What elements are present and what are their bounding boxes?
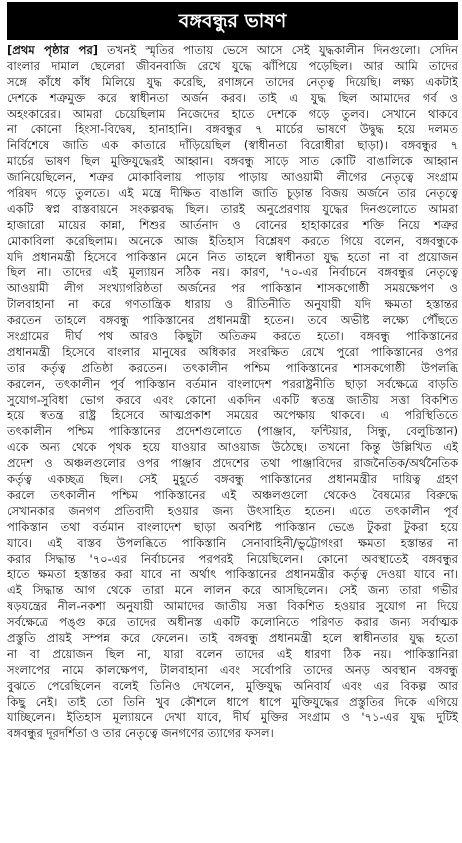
article-line: বাংলার দামাল ছেলেরা জীবনবাজি রেখে যুদ্ধে ঝাঁপিয়ে পড়েছিল। আর আমি তাদের bbox=[7, 58, 458, 73]
headline-banner bbox=[7, 2, 458, 40]
article-line: তার কর্তৃত্ব প্রতিষ্ঠা করতেন। তৎকালীন পশ্চিম পাকিস্তানের শাসকগোষ্ঠী উপলব্ধি bbox=[7, 360, 458, 375]
article-line: মোকাবিলা করেছিলাম। অনেকে আজ ইতিহাস বিশ্লেষণ করতে গিয়ে বলেন, বঙ্গবন্ধুকে bbox=[7, 233, 458, 248]
article-line: যাচ্ছিলেন। ইতিহাস মূল্যায়নে দেখা যাবে, দীর্ঘ মুক্তির সংগ্রাম ও '৭১-এর যুদ্ধ দুটিই bbox=[7, 710, 458, 725]
continuation-tag: [প্রথম পৃষ্ঠার পর] bbox=[7, 43, 99, 57]
article-line: না বা প্রয়োজন ছিল না, যারা বলেন তাদের এই ধারণা ঠিক নয়। পাকিস্তানিরা bbox=[7, 646, 458, 661]
article-line: সর্বক্ষেত্রে পঙ্গু করে তাদের অধীনস্ত একটি কলোনিতে পরিণত করার জন্য সর্বাত্মক bbox=[7, 615, 458, 630]
article-line: দেশকে শত্রুমুক্ত করে স্বাধীনতা অর্জন করব। তাই এ যুদ্ধ ছিল আমাদের গর্ব ও bbox=[7, 90, 458, 105]
article-line: প্রধানমন্ত্রী হিসেবে বাংলার মানুষের অধিকার সংরক্ষিত রেখে পুরো পাকিস্তানের ওপর bbox=[7, 344, 458, 359]
article-line bbox=[7, 43, 458, 59]
article-line: সংলাপের নামে কালক্ষেপণ, টালবাহানা এবং সর্বোপরি তাদের অনড় অবস্থান বঙ্গবন্ধু bbox=[7, 662, 458, 677]
article-line: একটি স্বপ্ন বাস্তবায়নে সংকল্পবদ্ধ ছিল। তারই অনুপ্রেরণায় যুদ্ধের দিনগুলোতে আমরা bbox=[7, 201, 458, 216]
article-line: যাবে। এই বাস্তব উপলব্ধিতে পাকিস্তানি সেনাবাহিনী/ভুট্টোগংরা ক্ষমতা হস্তান্তর না bbox=[7, 535, 458, 550]
article-line: হাজারো মায়ের কান্না, শিশুর আর্তনাদ ও বোনের হাহাকারের শক্তি নিয়ে শত্রুর bbox=[7, 217, 458, 232]
article-headline: বঙ্গবন্ধুর ভাষণ bbox=[178, 9, 287, 32]
article-line: ষড়যন্ত্রের নীল-নকশা অনুযায়ী আমাদের জাতীয় সত্তা বিকশিত হওয়ার সুযোগ না দিয়ে bbox=[7, 599, 458, 614]
article-line: করলে তৎকালীন পশ্চিম পাকিস্তানের এই অঞ্চলগুলো থেকেও বৈষম্যের বিরুদ্ধে bbox=[7, 487, 458, 502]
article-line: করতেন তাহলে বঙ্গবন্ধু পাকিস্তানের প্রধানমন্ত্রী হতেন। তবে অভীষ্ট লক্ষ্যে পৌঁছতে bbox=[7, 313, 458, 328]
article-line: কিছু নেই। তাই তো তিনি খুব কৌশলে ধাপে ধাপে মুক্তিযুদ্ধের প্রস্তুতির দিকে এগিয়ে bbox=[7, 694, 458, 709]
article-line: সংগ্রামের দীর্ঘ পথ আরও কিছুটা অতিক্রম করতে হতো। বঙ্গবন্ধু পাকিস্তানের bbox=[7, 329, 458, 344]
article-line: বুঝতে পেরেছিলেন বলেই তিনিও দেখলেন, মুক্তিযুদ্ধ অনিবার্য এবং এর বিকল্প আর bbox=[7, 678, 458, 693]
article-line: করার সিদ্ধান্ত '৭০-এর নির্বাচনের পরপরই নিয়েছিলেন। কোনো অবস্থাতেই বঙ্গবন্ধুর bbox=[7, 551, 458, 566]
article-line: প্রদেশ ও অঞ্চলগুলোর ওপর পাঞ্জাব প্রদেশের তথা পাঞ্জাবিদের রাজনৈতিক/অর্থনৈতিক bbox=[7, 456, 458, 471]
article-line: নির্বিশেষে জাতি এক কাতারে দাঁড়িয়েছিল (স্বাধীনতা বিরোধীরা ছাড়া)। বঙ্গবন্ধুর ৭ bbox=[7, 138, 458, 153]
article-line: হাতে ক্ষমতা হস্তান্তর করা যাবে না অর্থাৎ পাকিস্তানের প্রধানমন্ত্রীর কর্তৃত্ব দেওয়া যাবে না। bbox=[7, 567, 458, 582]
article-line: টালবাহানা না করে গণতান্ত্রিক ধারায় ও রীতিনীতি অনুযায়ী যদি ক্ষমতা হস্তান্তর bbox=[7, 297, 458, 312]
article-line: এই সিদ্ধান্ত আগ থেকে তারা মনে লালন করে আসছিলেন। সেই জন্য তারা গভীর bbox=[7, 583, 458, 598]
article-line: সেখানকার জনগণ প্রতিবাদী হওয়ার জন্য উৎসাহিত হতেন। এতে তৎকালীন পূর্ব bbox=[7, 503, 458, 518]
article-line: না কোনো হিংসা-বিদ্বেষ, হানাহানি। বঙ্গবন্ধুর ৭ মার্চের ভাষণে উদ্বুদ্ধ হয়ে দলমত bbox=[7, 122, 458, 137]
article-line: পাকিস্তান তথা বর্তমান বাংলাদেশ ছাড়া অবশিষ্ট পাকিস্তান ভেঙে টুকরা টুকরা হয়ে bbox=[7, 519, 458, 534]
article-line: যদি প্রধানমন্ত্রী হিসেবে পাকিস্তান মেনে নিত তাহলে স্বাধীনতা যুদ্ধ হতো না বা প্রয়োজন bbox=[7, 249, 458, 264]
article-line: বঙ্গবন্ধুর দূরদর্শিতা ও তার নেতৃত্বে জনগণের ত্যাগের ফসল। bbox=[7, 726, 274, 741]
article-line: অহংকারের। আমরা চেয়েছিলাম নিজেদের হাতে দেশকে গড়ে তুলব। সেখানে থাকবে bbox=[7, 106, 458, 121]
article-line: সঙ্গে কাঁধে কাঁধ মিলিয়ে যুদ্ধ করেছি, রণাঙ্গনে তাদের নেতৃত্ব দিয়েছি। লক্ষ্য একটাই bbox=[7, 74, 458, 89]
article-line-text: তখনই স্মৃতির পাতায় ভেসে আসে সেই যুদ্ধকালীন দিনগুলো। সেদিন bbox=[98, 43, 458, 57]
article-line: পরিষদ গড়ে তুলতে। এই মন্ত্রে দীক্ষিত বাঙালি জাতি চূড়ান্ত বিজয় অর্জনে তার নেতৃত্বে bbox=[7, 186, 458, 201]
article-line: সুযোগ-সুবিধা ভোগ করবে এবং কোনো একদিন একটি স্বতন্ত্র জাতীয় সত্তা বিকশিত bbox=[7, 392, 458, 407]
article-line: ছিল না। তাদের এই মূল্যায়ন সঠিক নয়। কারণ, '৭০-এর নির্বাচনে বঙ্গবন্ধুর নেতৃত্বে bbox=[7, 265, 458, 280]
article-line: করলেন, তৎকালীন পূর্ব পাকিস্তান বর্তমান বাংলাদেশ পররাষ্ট্রনীতি ছাড়া সর্বক্ষেত্রে বাড়তি bbox=[7, 376, 458, 391]
article-line: মার্চের ভাষণ ছিল মুক্তিযুদ্ধেরই আহ্বান। বঙ্গবন্ধু সাড়ে সাত কোটি বাঙালিকে আহ্বান bbox=[7, 154, 458, 169]
article-line: হয়ে স্বতন্ত্র রাষ্ট্র হিসেবে আত্মপ্রকাশ সময়ের অপেক্ষায় থাকবে। এ পরিস্থিতিতে bbox=[7, 408, 458, 423]
article-line: তৎকালীন পশ্চিম পাকিস্তানের প্রদেশগুলোতে (পাঞ্জাব, ফন্টিয়ার, সিন্ধু, বেলুচিস্তান) bbox=[7, 424, 458, 439]
article-line: কর্তৃত্ব একচ্ছত্র ছিল। সেই মুহূর্তে বঙ্গবন্ধু পাকিস্তানের প্রধানমন্ত্রীর দায়িত্ব গ্রহণ bbox=[7, 472, 458, 487]
article-body bbox=[7, 43, 458, 742]
article-line: একে অন্য থেকে পৃথক হয়ে যাওয়ার আওয়াজ উঠেছে। তখনো কিন্তু উল্লিখিত এই bbox=[7, 440, 458, 455]
article-line: আওয়ামী লীগ সংখ্যাগরিষ্ঠতা অর্জনের পর পাকিস্তান শাসকগোষ্ঠী সময়ক্ষেপণ ও bbox=[7, 281, 458, 296]
article-line: জানিয়েছিলেন, শত্রুর মোকাবিলায় পাড়ায় পাড়ায় আওয়ামী লীগের নেতৃত্বে সংগ্রাম bbox=[7, 170, 458, 185]
article-line: প্রস্তুতি প্রায়ই সম্পন্ন করে ফেলেন। তাই বঙ্গবন্ধু প্রধানমন্ত্রী হলে স্বাধীনতার যুদ্ধ হতো bbox=[7, 630, 458, 645]
